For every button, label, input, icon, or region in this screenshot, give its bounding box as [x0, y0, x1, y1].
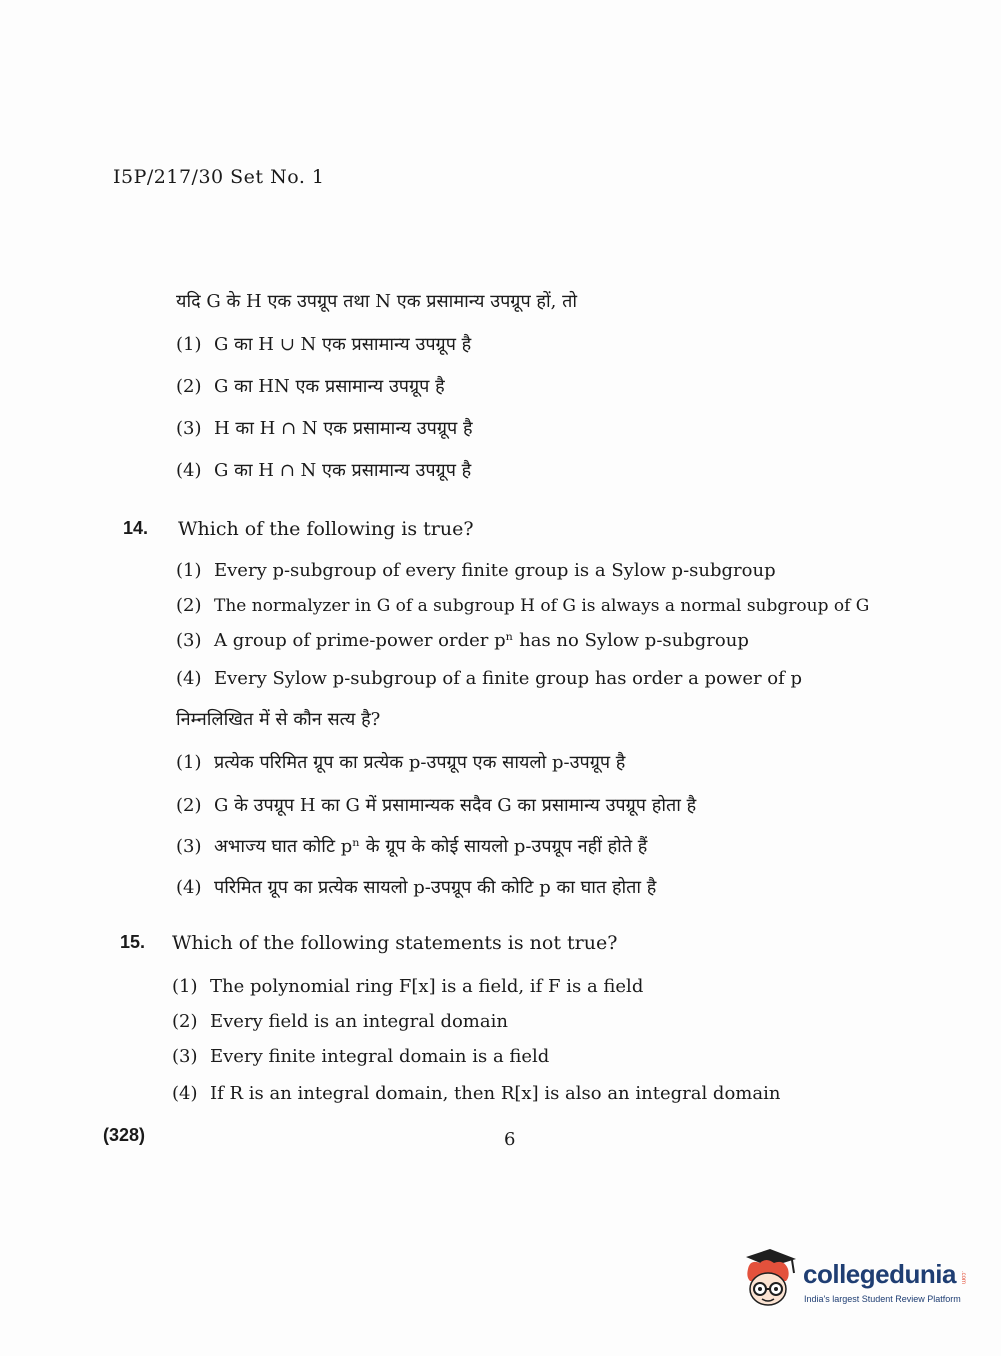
- page-number: 6: [504, 1129, 516, 1150]
- option-number: (2): [176, 795, 202, 816]
- option-number: (3): [172, 1046, 198, 1067]
- option-number: (2): [176, 595, 202, 616]
- option-text: The normalyzer in G of a subgroup H of G is always a normal subgroup of G: [214, 596, 870, 616]
- option-text: G का H ∩ N एक प्रसामान्य उपग्रूप है: [214, 460, 472, 481]
- q14-option-2: [176, 595, 869, 616]
- paper-code: I5P/217/30 Set No. 1: [113, 166, 325, 188]
- q14-hindi-option-4: [176, 875, 656, 899]
- q14-hindi-option-2: [176, 793, 696, 817]
- option-number: (1): [176, 560, 202, 581]
- option-text: प्रत्येक परिमित ग्रूप का प्रत्येक p-उपग्रूप एक सायलो p-उपग्रूप है: [214, 752, 626, 773]
- q14-question: Which of the following is true?: [178, 518, 474, 540]
- footer-code: (328): [103, 1125, 146, 1145]
- q14-hindi-option-1: [176, 750, 625, 774]
- q13-hindi-option-4: [176, 458, 471, 482]
- option-number: (1): [172, 976, 198, 997]
- option-text: परिमित ग्रूप का प्रत्येक सायलो p-उपग्रूप की कोटि p का घात होता है: [214, 877, 657, 898]
- option-text: G का HN एक प्रसामान्य उपग्रूप है: [214, 376, 445, 397]
- option-number: (1): [176, 334, 202, 355]
- q13-hindi-option-2: [176, 374, 445, 398]
- option-number: (4): [172, 1083, 198, 1104]
- option-text: If R is an integral domain, then R[x] is also an integral domain: [210, 1083, 781, 1104]
- q15-option-1: [172, 976, 643, 997]
- q15-question: Which of the following statements is not true?: [172, 932, 618, 954]
- option-text: अभाज्य घात कोटि pⁿ के ग्रूप के कोई सायलो p-उपग्रूप नहीं होते हैं: [214, 836, 648, 857]
- q15-option-2: [172, 1011, 508, 1032]
- q14-number: 14.: [123, 518, 149, 538]
- logo-name: collegedunia: [803, 1259, 956, 1289]
- option-number: (4): [176, 877, 202, 898]
- option-text: G के उपग्रूप H का G में प्रसामान्यक सदैव G का प्रसामान्य उपग्रूप होता है: [214, 795, 697, 816]
- collegedunia-logo: [740, 1247, 970, 1317]
- option-number: (4): [176, 460, 202, 481]
- option-number: (3): [176, 418, 202, 439]
- q15-option-4: [172, 1083, 780, 1104]
- logo-com: .com: [960, 1271, 966, 1285]
- option-number: (4): [176, 668, 202, 689]
- q14-option-1: [176, 560, 776, 581]
- option-number: (3): [176, 836, 202, 857]
- option-number: (2): [176, 376, 202, 397]
- option-text: Every field is an integral domain: [210, 1011, 508, 1032]
- q14-option-3: [176, 630, 749, 651]
- q14-hindi-question: निम्नलिखित में से कौन सत्य है?: [176, 709, 381, 730]
- option-text: G का H ∪ N एक प्रसामान्य उपग्रूप है: [214, 334, 472, 355]
- option-text: H का H ∩ N एक प्रसामान्य उपग्रूप है: [214, 418, 473, 439]
- option-text: A group of prime-power order pⁿ has no Sylow p-subgroup: [214, 630, 749, 651]
- option-number: (3): [176, 630, 202, 651]
- q15-option-3: [172, 1046, 549, 1067]
- q13-hindi-stem: यदि G के H एक उपग्रूप तथा N एक प्रसामान्य उपग्रूप हों, तो: [176, 291, 577, 312]
- q13-hindi-option-3: [176, 416, 473, 440]
- q13-hindi-option-1: [176, 332, 471, 356]
- option-text: Every Sylow p-subgroup of a finite group has order a power of p: [214, 668, 803, 689]
- mascot-icon: [740, 1247, 802, 1313]
- q14-option-4: [176, 668, 802, 689]
- option-text: Every finite integral domain is a field: [210, 1046, 550, 1067]
- option-number: (2): [172, 1011, 198, 1032]
- option-text: The polynomial ring F[x] is a field, if F is a field: [210, 976, 644, 997]
- option-text: Every p-subgroup of every finite group is a Sylow p-subgroup: [214, 560, 776, 581]
- q14-hindi-option-3: [176, 834, 647, 858]
- option-number: (1): [176, 752, 202, 773]
- q15-number: 15.: [120, 932, 146, 952]
- logo-tagline: India's largest Student Review Platform: [804, 1294, 961, 1304]
